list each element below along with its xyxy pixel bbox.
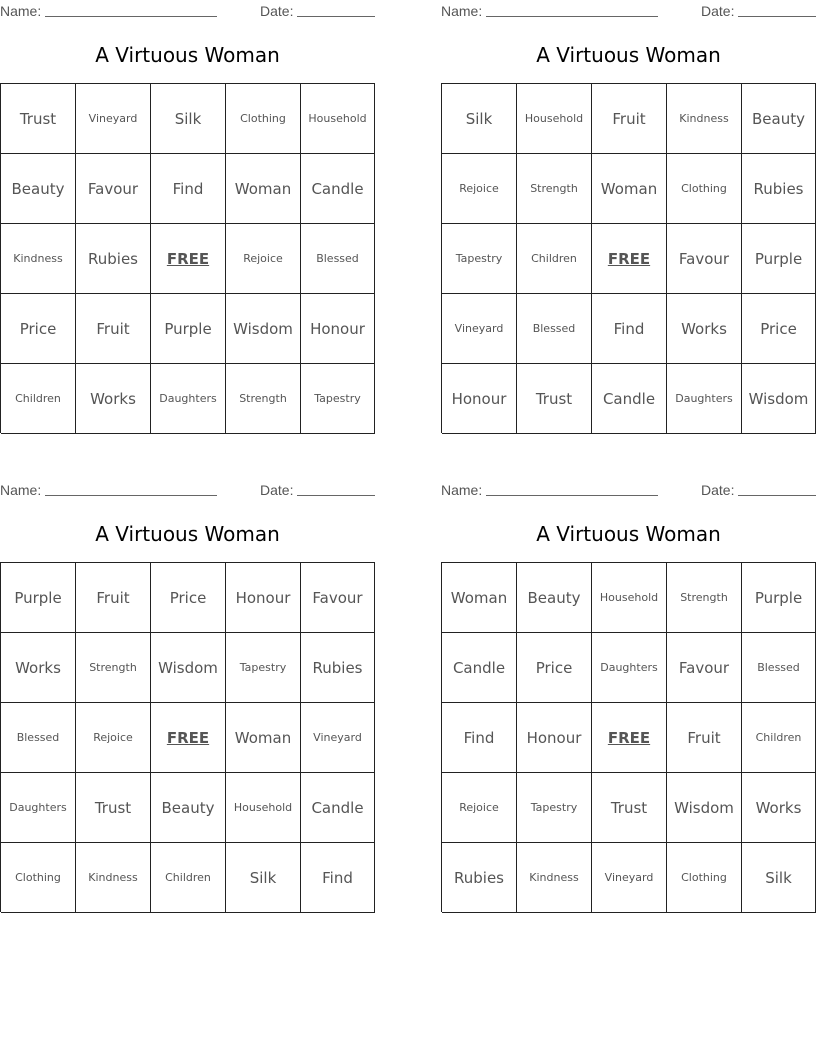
grid-row [442, 633, 816, 703]
bingo-grid [0, 83, 375, 433]
name-blank-line [45, 16, 217, 17]
grid-row [442, 843, 816, 913]
bingo-cell: Vineyard [301, 703, 375, 773]
bingo-cell: Favour [76, 154, 151, 224]
bingo-cell: Rejoice [442, 154, 517, 224]
bingo-cell: Household [226, 773, 301, 843]
bingo-cell: Rubies [76, 224, 151, 294]
bingo-cell: Trust [1, 84, 76, 154]
grid-row [1, 773, 375, 843]
bingo-cell: Clothing [1, 843, 76, 913]
card-title: A Virtuous Woman [536, 43, 721, 67]
name-blank-line [486, 16, 658, 17]
bingo-cell: Find [301, 843, 375, 913]
bingo-cell: Honour [226, 563, 301, 633]
bingo-cell: Candle [301, 773, 375, 843]
date-blank-line [297, 16, 375, 17]
card-title: A Virtuous Woman [95, 522, 280, 546]
bingo-cell: Favour [301, 563, 375, 633]
grid-row [1, 843, 375, 913]
bingo-cell: Purple [742, 563, 816, 633]
bingo-cell: Clothing [226, 84, 301, 154]
bingo-cell: Strength [667, 563, 742, 633]
bingo-cell: Candle [592, 364, 667, 434]
bingo-cell: Silk [742, 843, 816, 913]
bingo-cell: Fruit [667, 703, 742, 773]
grid-row [1, 154, 375, 224]
free-space-cell: FREE [592, 224, 667, 294]
grid-row [1, 563, 375, 633]
bingo-cell: Clothing [667, 154, 742, 224]
bingo-cell: Silk [442, 84, 517, 154]
grid-row [1, 633, 375, 703]
bingo-cell: Honour [442, 364, 517, 434]
date-blank-line [738, 495, 816, 496]
bingo-grid [0, 562, 375, 912]
bingo-cell: Favour [667, 224, 742, 294]
free-space-cell: FREE [151, 224, 226, 294]
grid-row [442, 294, 816, 364]
bingo-cell: Wisdom [151, 633, 226, 703]
bingo-cell: Honour [517, 703, 592, 773]
bingo-cell: Beauty [151, 773, 226, 843]
bingo-cell: Household [301, 84, 375, 154]
card-header [441, 479, 816, 499]
bingo-cell: Woman [226, 703, 301, 773]
card-header [0, 479, 375, 499]
bingo-cell: Price [151, 563, 226, 633]
card-header [0, 0, 375, 20]
bingo-cell: Daughters [1, 773, 76, 843]
bingo-grid [441, 83, 816, 433]
bingo-cell: Rejoice [76, 703, 151, 773]
bingo-cell: Works [76, 364, 151, 434]
grid-row [442, 563, 816, 633]
bingo-cell: Find [592, 294, 667, 364]
grid-row [442, 154, 816, 224]
grid-row [1, 294, 375, 364]
bingo-cell: Tapestry [226, 633, 301, 703]
card-title: A Virtuous Woman [536, 522, 721, 546]
bingo-card-4 [441, 479, 816, 914]
bingo-cell: Candle [301, 154, 375, 224]
bingo-cell: Works [667, 294, 742, 364]
bingo-cell: Daughters [667, 364, 742, 434]
bingo-cell: Purple [1, 563, 76, 633]
grid-row [442, 773, 816, 843]
bingo-cell: Wisdom [742, 364, 816, 434]
bingo-cell: Rubies [742, 154, 816, 224]
bingo-cell: Blessed [742, 633, 816, 703]
bingo-cell: Candle [442, 633, 517, 703]
bingo-cell: Kindness [1, 224, 76, 294]
date-blank-line [297, 495, 375, 496]
bingo-cell: Find [151, 154, 226, 224]
bingo-cell: Purple [742, 224, 816, 294]
bingo-cell: Tapestry [517, 773, 592, 843]
grid-row [442, 703, 816, 773]
name-label: Name: [441, 3, 483, 19]
bingo-cell: Rubies [301, 633, 375, 703]
bingo-cell: Beauty [517, 563, 592, 633]
bingo-cell: Price [1, 294, 76, 364]
bingo-cell: Works [1, 633, 76, 703]
name-label: Name: [441, 482, 483, 498]
date-blank-line [738, 16, 816, 17]
grid-row [1, 703, 375, 773]
grid-row [1, 224, 375, 294]
bingo-card-2 [441, 0, 816, 435]
bingo-cell: Beauty [742, 84, 816, 154]
bingo-cell: Works [742, 773, 816, 843]
name-label: Name: [0, 3, 42, 19]
bingo-cell: Blessed [1, 703, 76, 773]
bingo-cell: Household [592, 563, 667, 633]
bingo-cell: Rejoice [442, 773, 517, 843]
bingo-cell: Kindness [76, 843, 151, 913]
bingo-cell: Honour [301, 294, 375, 364]
free-space-cell: FREE [151, 703, 226, 773]
bingo-cell: Favour [667, 633, 742, 703]
name-blank-line [486, 495, 658, 496]
bingo-cell: Woman [226, 154, 301, 224]
bingo-cell: Children [517, 224, 592, 294]
bingo-cell: Strength [517, 154, 592, 224]
card-title: A Virtuous Woman [95, 43, 280, 67]
bingo-cell: Find [442, 703, 517, 773]
bingo-cell: Silk [151, 84, 226, 154]
bingo-cell: Purple [151, 294, 226, 364]
bingo-cell: Vineyard [592, 843, 667, 913]
bingo-cell: Wisdom [667, 773, 742, 843]
name-blank-line [45, 495, 217, 496]
date-label: Date: [701, 482, 735, 498]
bingo-cell: Trust [592, 773, 667, 843]
bingo-cell: Tapestry [301, 364, 375, 434]
bingo-cell: Tapestry [442, 224, 517, 294]
bingo-cell: Strength [226, 364, 301, 434]
date-label: Date: [260, 3, 294, 19]
grid-row [442, 364, 816, 434]
bingo-cell: Fruit [592, 84, 667, 154]
bingo-card-1 [0, 0, 375, 435]
grid-row [442, 84, 816, 154]
bingo-cell: Strength [76, 633, 151, 703]
bingo-cell: Clothing [667, 843, 742, 913]
bingo-cell: Price [517, 633, 592, 703]
grid-row [442, 224, 816, 294]
bingo-cell: Household [517, 84, 592, 154]
bingo-cell: Beauty [1, 154, 76, 224]
bingo-cell: Rubies [442, 843, 517, 913]
bingo-grid [441, 562, 816, 912]
bingo-cell: Kindness [517, 843, 592, 913]
bingo-cell: Daughters [592, 633, 667, 703]
bingo-cell: Daughters [151, 364, 226, 434]
bingo-cell: Silk [226, 843, 301, 913]
free-space-cell: FREE [592, 703, 667, 773]
bingo-card-3 [0, 479, 375, 914]
bingo-cell: Wisdom [226, 294, 301, 364]
bingo-cell: Vineyard [442, 294, 517, 364]
name-label: Name: [0, 482, 42, 498]
date-label: Date: [260, 482, 294, 498]
bingo-cell: Fruit [76, 294, 151, 364]
grid-row [1, 84, 375, 154]
bingo-cell: Children [742, 703, 816, 773]
bingo-cell: Children [151, 843, 226, 913]
bingo-cell: Woman [442, 563, 517, 633]
bingo-cell: Price [742, 294, 816, 364]
card-header [441, 0, 816, 20]
bingo-cell: Vineyard [76, 84, 151, 154]
date-label: Date: [701, 3, 735, 19]
bingo-cell: Blessed [517, 294, 592, 364]
bingo-cell: Children [1, 364, 76, 434]
grid-row [1, 364, 375, 434]
bingo-cell: Rejoice [226, 224, 301, 294]
bingo-cell: Woman [592, 154, 667, 224]
bingo-cell: Trust [517, 364, 592, 434]
bingo-cell: Kindness [667, 84, 742, 154]
bingo-cell: Fruit [76, 563, 151, 633]
bingo-cell: Blessed [301, 224, 375, 294]
bingo-cell: Trust [76, 773, 151, 843]
